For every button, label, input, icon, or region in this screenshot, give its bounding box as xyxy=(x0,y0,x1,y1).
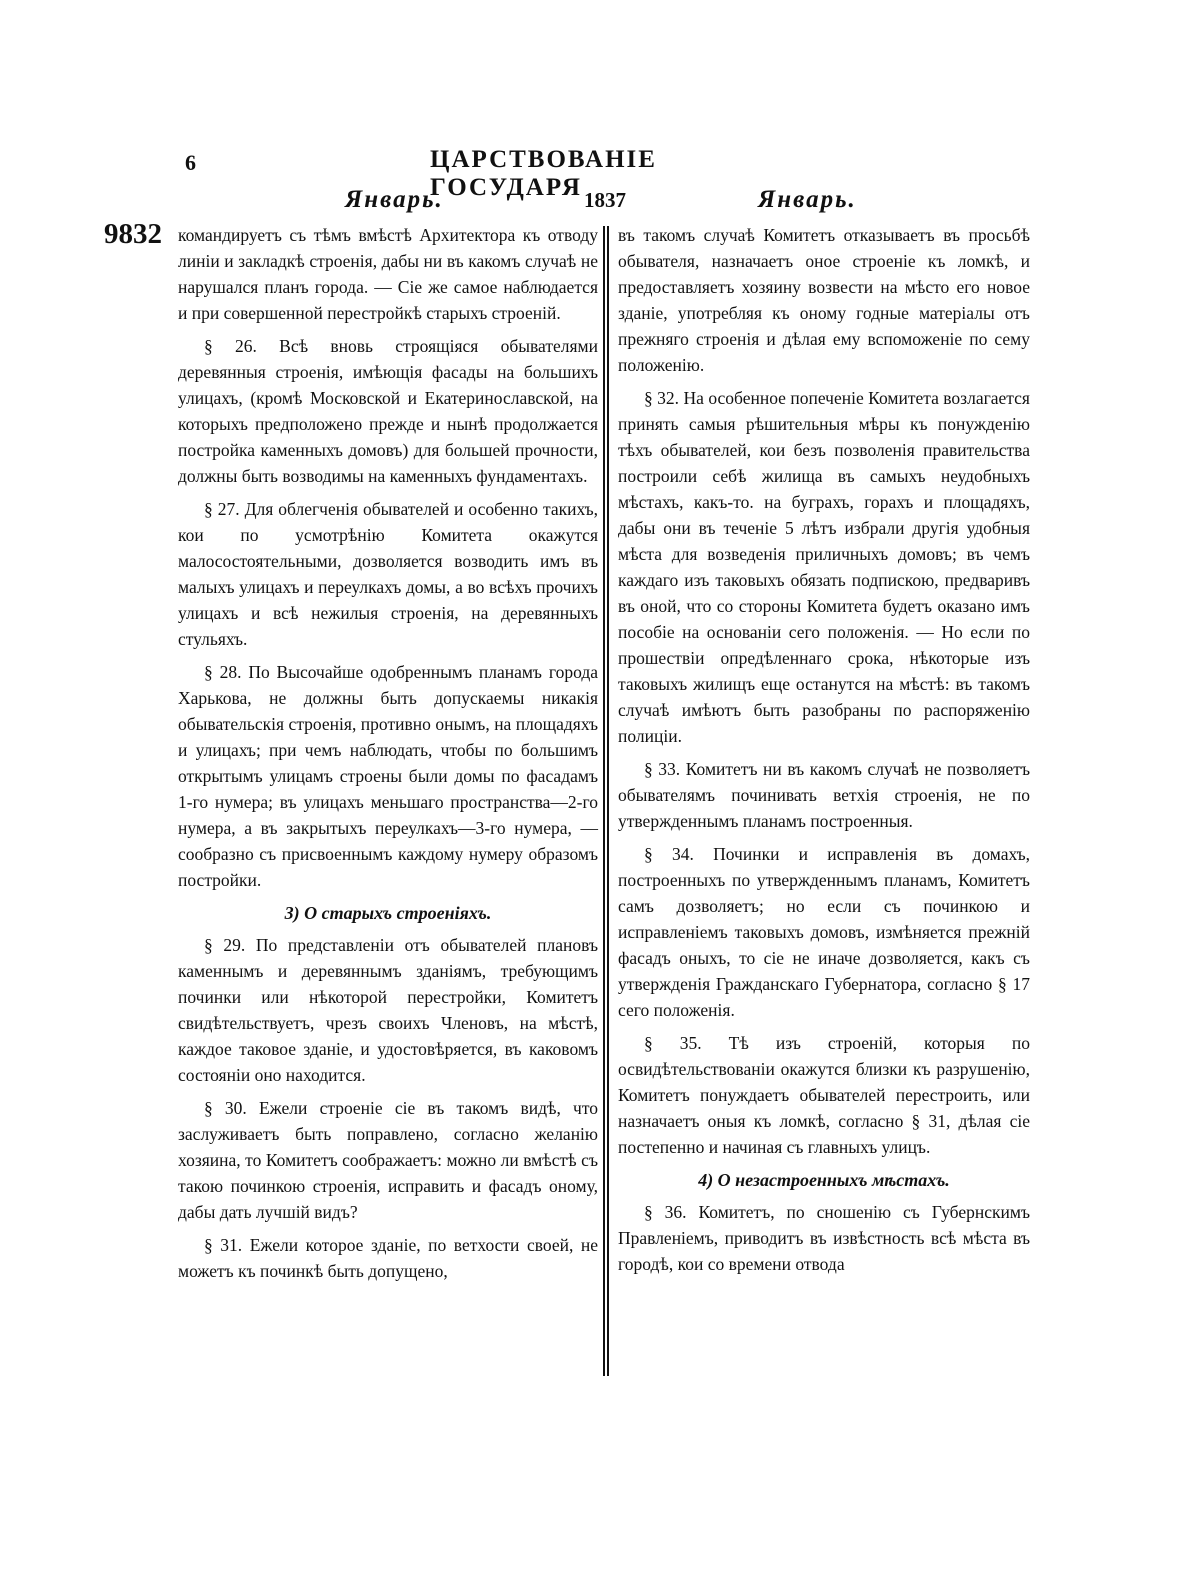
paragraph-31: § 31. Ежели которое зданіе, по ветхости своей, не можетъ къ починкѣ быть допущено, xyxy=(178,1235,598,1281)
left-column xyxy=(178,222,598,1291)
column-divider-right-rule xyxy=(607,226,609,1376)
paragraph-32: § 32. На особенное попеченіе Комитета возлагается принять самыя рѣшительныя мѣры къ понужденію тѣхъ обывателей, кои безъ позволенія правительства построили себѣ жилища въ самыхъ неудобныхъ мѣстахъ, какъ-то. на буграхъ, горахъ и площадяхъ, дабы они въ теченіе 5 лѣтъ избрали другія удобныя мѣста для возведенія приличныхъ домовъ; въ чемъ каждаго изъ таковыхъ обязать подпискою, предваривъ въ оной, что со стороны Комитета будетъ оказано имъ пособіе на основаніи сего положенія. — Но если по прошествіи опредѣленнаго срока, нѣкоторые изъ таковыхъ жилищъ еще останутся на мѣстѣ: въ такомъ случаѣ имѣютъ быть разобраны по распоряженію полиціи. xyxy=(618,388,1030,746)
paragraph-36: § 36. Комитетъ, по сношенію съ Губернскимъ Правленіемъ, приводитъ въ извѣстность всѣ мѣста въ городѣ, кои со времени отвода xyxy=(618,1202,1030,1274)
paragraph-29: § 29. По представленіи отъ обывателей плановъ каменнымъ и деревяннымъ зданіямъ, требующимъ починки или нѣкоторой перестройки, Комитетъ свидѣтельствуетъ, чрезъ своихъ Членовъ, на мѣстѣ, каждое таковое зданіе, и удостовѣряется, въ каковомъ состояніи оно находится. xyxy=(178,935,598,1085)
paragraph-34: § 34. Починки и исправленія въ домахъ, построенныхъ по утвержденнымъ планамъ, Комитетъ самъ дозволяетъ; но если съ починкою и исправленіемъ таковыхъ домовъ, измѣняется прежній фасадъ оныхъ, то сіе не иначе дозволяется, какъ съ утвержденія Гражданскаго Губернатора, согласно § 17 сего положенія. xyxy=(618,844,1030,1020)
section-heading-3: 3) О старыхъ строеніяхъ. xyxy=(284,903,492,923)
paragraph-continuation: въ такомъ случаѣ Комитетъ отказываетъ въ просьбѣ обывателя, назначаетъ оное строеніе къ ломкѣ, и предоставляетъ хозяину возвести на мѣсто его новое зданіе, употребляя къ оному годные матеріалы отъ прежняго строенія и дѣлая ему вспоможеніе по сему положенію. xyxy=(618,225,1030,375)
paragraph-26: § 26. Всѣ вновь строящіяся обывателями деревянныя строенія, имѣющія фасады на большихъ улицахъ, (кромѣ Московской и Екатеринославской, на которыхъ предположено прежде и нынѣ продолжается постройка каменныхъ домовъ) для большей прочности, должны быть возводимы на каменныхъ фундаментахъ. xyxy=(178,336,598,486)
paragraph-27: § 27. Для облегченія обывателей и особенно такихъ, кои по усмотрѣнію Комитета окажутся малосостоятельными, дозволяется возводить имъ въ малыхъ улицахъ и переулкахъ домы, а во всѣхъ прочихъ улицахъ и всѣ нежилыя строенія, на деревянныхъ стульяхъ. xyxy=(178,499,598,649)
paragraph-30: § 30. Ежели строеніе сіе въ такомъ видѣ, что заслуживаетъ быть поправлено, согласно желанію хозяина, то Комитетъ соображаетъ: можно ли вмѣстѣ съ такою починкою строенія, исправить и фасадъ оному, дабы дать лучшій видъ? xyxy=(178,1098,598,1222)
right-column xyxy=(618,222,1030,1284)
section-heading-4: 4) О незастроенныхъ мѣстахъ. xyxy=(698,1170,950,1190)
paragraph-continuation: командируетъ съ тѣмъ вмѣстѣ Архитектора къ отводу линіи и закладкѣ строенія, дабы ни въ какомъ случаѣ не нарушался планъ города. — Сіе же самое наблюдается и при совершенной перестройкѣ старыхъ строеній. xyxy=(178,225,598,323)
year: 1837 xyxy=(584,188,626,212)
paragraph-33: § 33. Комитетъ ни въ какомъ случаѣ не позволяетъ обывателямъ починивать ветхія строенія, не по утвержденнымъ планамъ построенныя. xyxy=(618,759,1030,831)
paragraph-35: § 35. Тѣ изъ строеній, которыя по освидѣтельствованіи окажутся близки къ разрушенію, Комитетъ понуждаетъ обывателей перестроить, или назначаетъ оныя къ ломкѣ, согласно § 31, дѣлая сіе постепенно и начиная съ главныхъ улицъ. xyxy=(618,1033,1030,1157)
month-right: Январь. xyxy=(758,186,857,213)
month-left: Январь. xyxy=(345,186,444,213)
column-divider-left-rule xyxy=(603,226,605,1376)
paragraph-28: § 28. По Высочайше одобреннымъ планамъ города Харькова, не должны быть допускаемы никакія обывательскія строенія, противно онымъ, на площадяхъ и улицахъ; при чемъ наблюдать, чтобы по большимъ открытымъ улицамъ строены были домы по фасадамъ 1-го нумера; въ улицахъ меньшаго пространства—2-го нумера, а въ закрытыхъ переулкахъ—3-го нумера, — сообразно съ присвоеннымъ каждому нумеру образомъ постройки. xyxy=(178,662,598,890)
document-number: 9832 xyxy=(104,218,162,250)
running-title: ЦАРСТВОВАНІЕ ГОСУДАРЯ xyxy=(430,146,657,201)
page-number: 6 xyxy=(185,150,196,175)
